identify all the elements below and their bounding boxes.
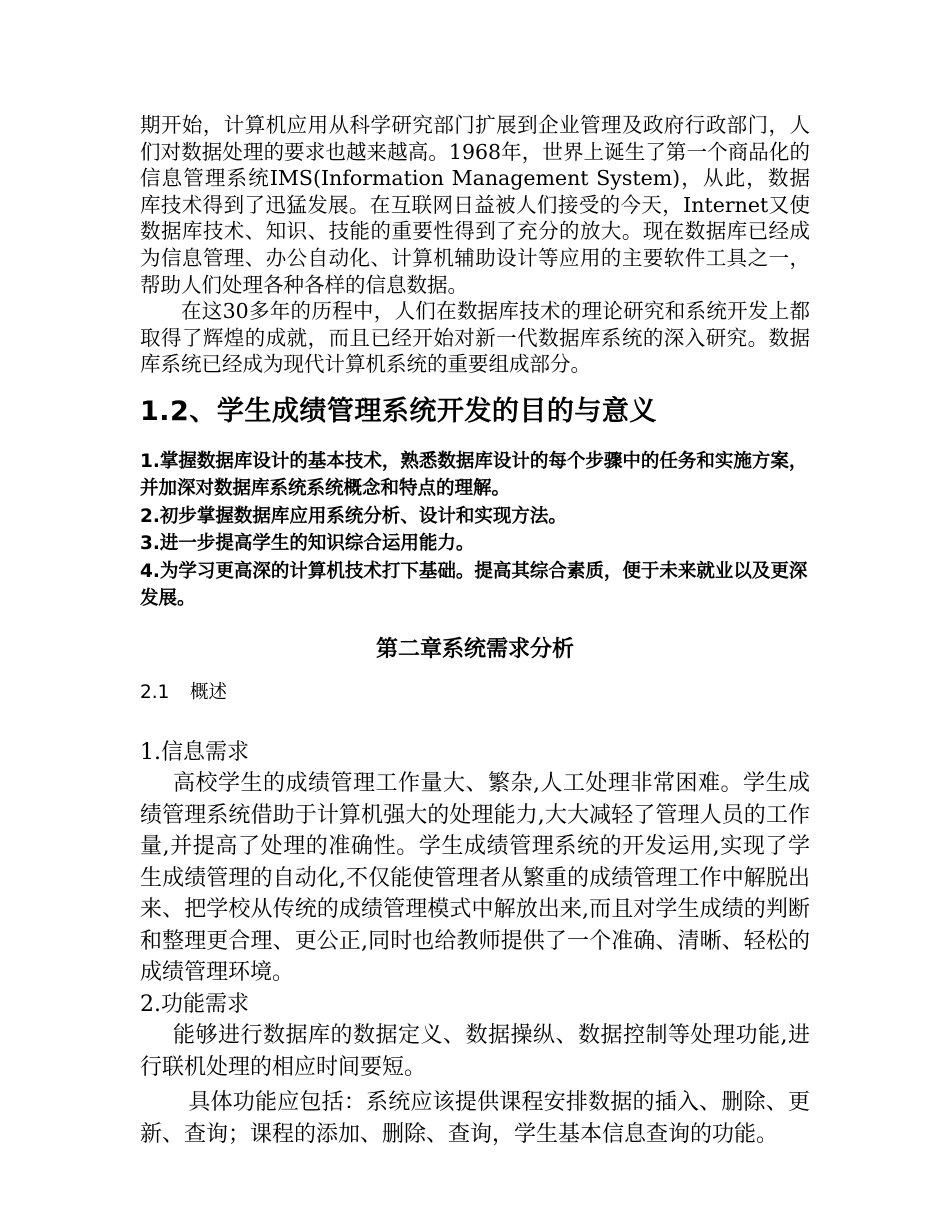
function-requirements-heading: 2.功能需求 bbox=[140, 991, 249, 1017]
section-2-1-number: 2.1 bbox=[140, 681, 170, 703]
info-requirements-body: 高校学生的成绩管理工作量大、繁杂,人工处理非常困难。学生成绩管理系统借助于计算机强大的处理能力,大大减轻了管理人员的工作量,并提高了处理的准确性。学生成绩管理系统的开发运用,实现了学生成绩管理的自动化,不仅能使管理者从繁重的成绩管理工作中解脱出来、把学校从传统的成绩管理模式中解放出来,而且对学生成绩的判断和整理更合理、更公正,同时也给教师提供了一个准确、清晰、轻松的成绩管理环境。 bbox=[140, 771, 810, 986]
list-item: 2.初步掌握数据库应用系统分析、设计和实现方法。 bbox=[140, 505, 567, 527]
section-2-1-heading bbox=[140, 679, 810, 707]
intro-paragraph-1: 期开始，计算机应用从科学研究部门扩展到企业管理及政府行政部门，人们对数据处理的要求也越来越高。1968年，世界上诞生了第一个商品化的信息管理系统IMS(Information Management System)，从此，数据库技术得到了迅猛发展。在互联网日益被人们接受的今天，Internet又使数据库技术、知识、技能的重要性得到了充分的放大。现在数据库已经成为信息管理、办公自动化、计算机辅助设计等应用的主要软件工具之一，帮助人们处理各种各样的信息数据。 bbox=[140, 113, 810, 297]
list-item: 4.为学习更高深的计算机技术打下基础。提高其综合素质，便于未来就业以及更深发展。 bbox=[140, 560, 808, 610]
intro-paragraph-2: 在这30多年的历程中，人们在数据库技术的理论研究和系统开发上都取得了辉煌的成就，而且已经开始对新一代数据库系统的深入研究。数据库系统已经成为现代计算机系统的重要组成部分。 bbox=[140, 299, 810, 377]
list-item: 1.掌握数据库设计的基本技术，熟悉数据库设计的每个步骤中的任务和实施方案，并加深对数据库系统系统概念和特点的理解。 bbox=[140, 450, 808, 500]
info-requirements-heading: 1.信息需求 bbox=[140, 739, 249, 765]
list-item: 3.进一步提高学生的知识综合运用能力。 bbox=[140, 533, 475, 555]
function-requirements-body-1: 能够进行数据库的数据定义、数据操纵、数据控制等处理功能,进行联机处理的相应时间要短。 bbox=[140, 1023, 810, 1080]
function-requirements-body-2: 具体功能应包括：系统应该提供课程安排数据的插入、删除、更新、查询；课程的添加、删除、查询，学生基本信息查询的功能。 bbox=[140, 1090, 810, 1147]
document-page bbox=[140, 112, 810, 1150]
section-1-2-title: 1.2、学生成绩管理系统开发的目的与意义 bbox=[140, 395, 657, 427]
section-2-1-title: 概述 bbox=[190, 681, 228, 703]
chapter-2-title: 第二章系统需求分析 bbox=[375, 636, 574, 662]
